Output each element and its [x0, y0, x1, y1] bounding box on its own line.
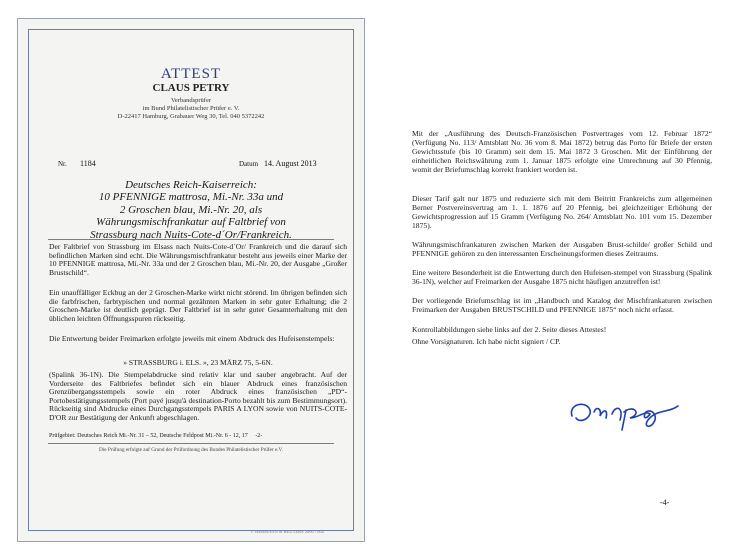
heading-line: Strassburg nach Nuits-Cote-d´Or/Frankreich. [90, 228, 292, 241]
page-marker: -2- [255, 433, 263, 439]
paragraph-tariff: Dieser Tarif galt nur 1875 und reduzierte sich mit dem Beitritt Frankreichs zum allgemeinen Berner Postvereinsvertrag am 1. 1. 1876 auf 20 Pfennig, bei gleichzeitiger Erhöhung der Gewichtsprogression auf 15 Gramm (Verfügung No. 264/ Amtsblatt No. 101 vom 15. Dezember 1875). [412, 194, 712, 230]
heading-line: 2 Groschen blau, Mi.-Nr. 20, als [119, 203, 263, 216]
examination-area-text: Prüfgebiet: Deutsches Reich Mi.-Nr. 31 – 52, Deutsche Feldpost Mi.-Nr. 6 - 12, 17 [49, 433, 248, 439]
paragraph-cancellation-rarity: Eine weitere Besonderheit ist die Entwertung durch den Hufeisen-stempel von Strassburg (Spalink 36-1N), welcher auf Freimarken der Ausgabe 1875 nicht häufigen anzutreffen ist! [412, 268, 712, 286]
paragraph-control-images: Kontrollabbildungen siehe links auf der 2. Seite dieses Attestes! [412, 325, 607, 334]
paragraph-cancellation: Die Entwertung beider Freimarken erfolgte jeweils mit einem Abdruck des Hufeisenstempels: [49, 334, 335, 343]
heading-line: Währungsmischfrankatur auf Faltbrief von [96, 216, 286, 229]
heading-line: Deutsches Reich-Kaiserreich: [125, 179, 257, 191]
signature-image [566, 396, 686, 436]
certificate-number-label: Nr. [58, 160, 67, 168]
paragraph-condition: Ein unauffälliger Eckbug an der 2 Groschen-Marke wirkt nicht störend. Im übrigen befinden sich die farbfrischen, farbtypischen und normal gezähnten Marken in sehr guter Erhaltung; die 2 Groschen-Marke ist deutlich geprägt. Der Faltbrief ist in sehr guter Gesamterhaltung mit den üblichen leichten Öffnungsspuren rückseitig. [49, 288, 347, 323]
heading-line: 10 PFENNIGE mattrosa, Mi.-Nr. 33a und [98, 191, 284, 204]
paragraph-mixed-franking: Währungsmischfrankaturen zwischen Marken der Ausgaben Brust-schilde/ großer Schild und PFENNIGE gehören zu den interessanten Erscheinungsformen dieses Zeitraums. [412, 240, 712, 258]
attest-title: ATTEST [160, 66, 222, 82]
certificate-number: 1184 [80, 159, 96, 168]
printer-mark: © HERMANN & REUTERS 2000 / 002 [250, 529, 324, 534]
examination-area [49, 432, 347, 441]
divider [48, 443, 334, 444]
postmark-text: » STRASSBURG i. ELS. », 23 MÄRZ 75, 5-6N. [123, 358, 273, 367]
examination-rules-footer: Die Prüfung erfolgte auf Grund der Prüfordnung des Bundes Philatelistischer Prüfer e.V. [99, 447, 283, 453]
paragraph-markings: (Spalink 36-1N). Die Stempelabdrucke sind relativ klar und sauber angebracht. Auf der Vorderseite des Faltbriefes befindet sich ein blauer Abdruck eines französischen Grenzübergangsstempels sowie ein roter Abdruck eines französischen „PD“-Portobestätigungsstempels (Port payé jusqu'à destination-Porto bezahlt bis zum Bestimmungsort). Rückseitig sind Abdrucke eines Durchgangsstempels PARIS A LYON sowie von NUITS-COTE-D'OR zur Bestätigung der Ankunft abgeschlagen. [49, 370, 347, 422]
certificate-page-left [17, 18, 365, 542]
divider [48, 239, 334, 240]
paragraph-handbook: Der vorliegende Briefumschlag ist im „Handbuch und Katalog der Mischfrankaturen zwischen Freimarken der Ausgaben BRUSTSCHILD und PFENNIGE 1875“ noch nicht erfasst. [412, 296, 712, 314]
paragraph-postal-treaty: Mit der „Ausführung des Deutsch-Französischen Postvertrages vom 12. Februar 1872“ (Verfügung No. 113/ Amtsblatt No. 36 vom 8. Mai 1872) betrug das Porto für Briefe der ersten Gewichtsstufe (bis 10 Gramm) seit dem 15. Mai 1872 3 Groschen. Mit der Einführung der einheitlichen Reichswährung zum 1. Januar 1875 erfolgte eine Umrechnung auf 30 Pfennig, womit der Briefumschlag korrekt frankiert worden ist. [412, 129, 712, 174]
expert-membership: im Bund Philatelistischer Prüfer e. V. [142, 105, 240, 112]
expert-name: CLAUS PETRY [152, 82, 230, 94]
certificate-date: 14. August 2013 [264, 159, 317, 168]
paragraph-signature-note: Ohne Vorsignaturen. Ich habe nicht signiert / CP. [412, 337, 561, 346]
page-number: -4- [660, 498, 670, 507]
expert-address: D-22417 Hamburg, Grabauer Weg 30, Tel. 040 5372242 [117, 113, 265, 120]
certificate-page-right [382, 10, 727, 547]
certificate-heading [40, 179, 342, 241]
expert-role: Verbandsprüfer [170, 97, 212, 104]
date-label: Datum [239, 160, 259, 168]
paragraph-description: Der Faltbrief von Strassburg im Elsass nach Nuits-Cote-d´Or/ Frankreich und die darauf sich befindlichen Marken sind echt. Die Währungsmischfrankatur besteht aus jeweils einer Marke der 10 PFENNIGE mattrosa, Mi.-Nr. 33a und der 2 Groschen blau, Mi.-Nr. 20, der Ausgabe „Großer Brustschild“. [49, 242, 347, 277]
